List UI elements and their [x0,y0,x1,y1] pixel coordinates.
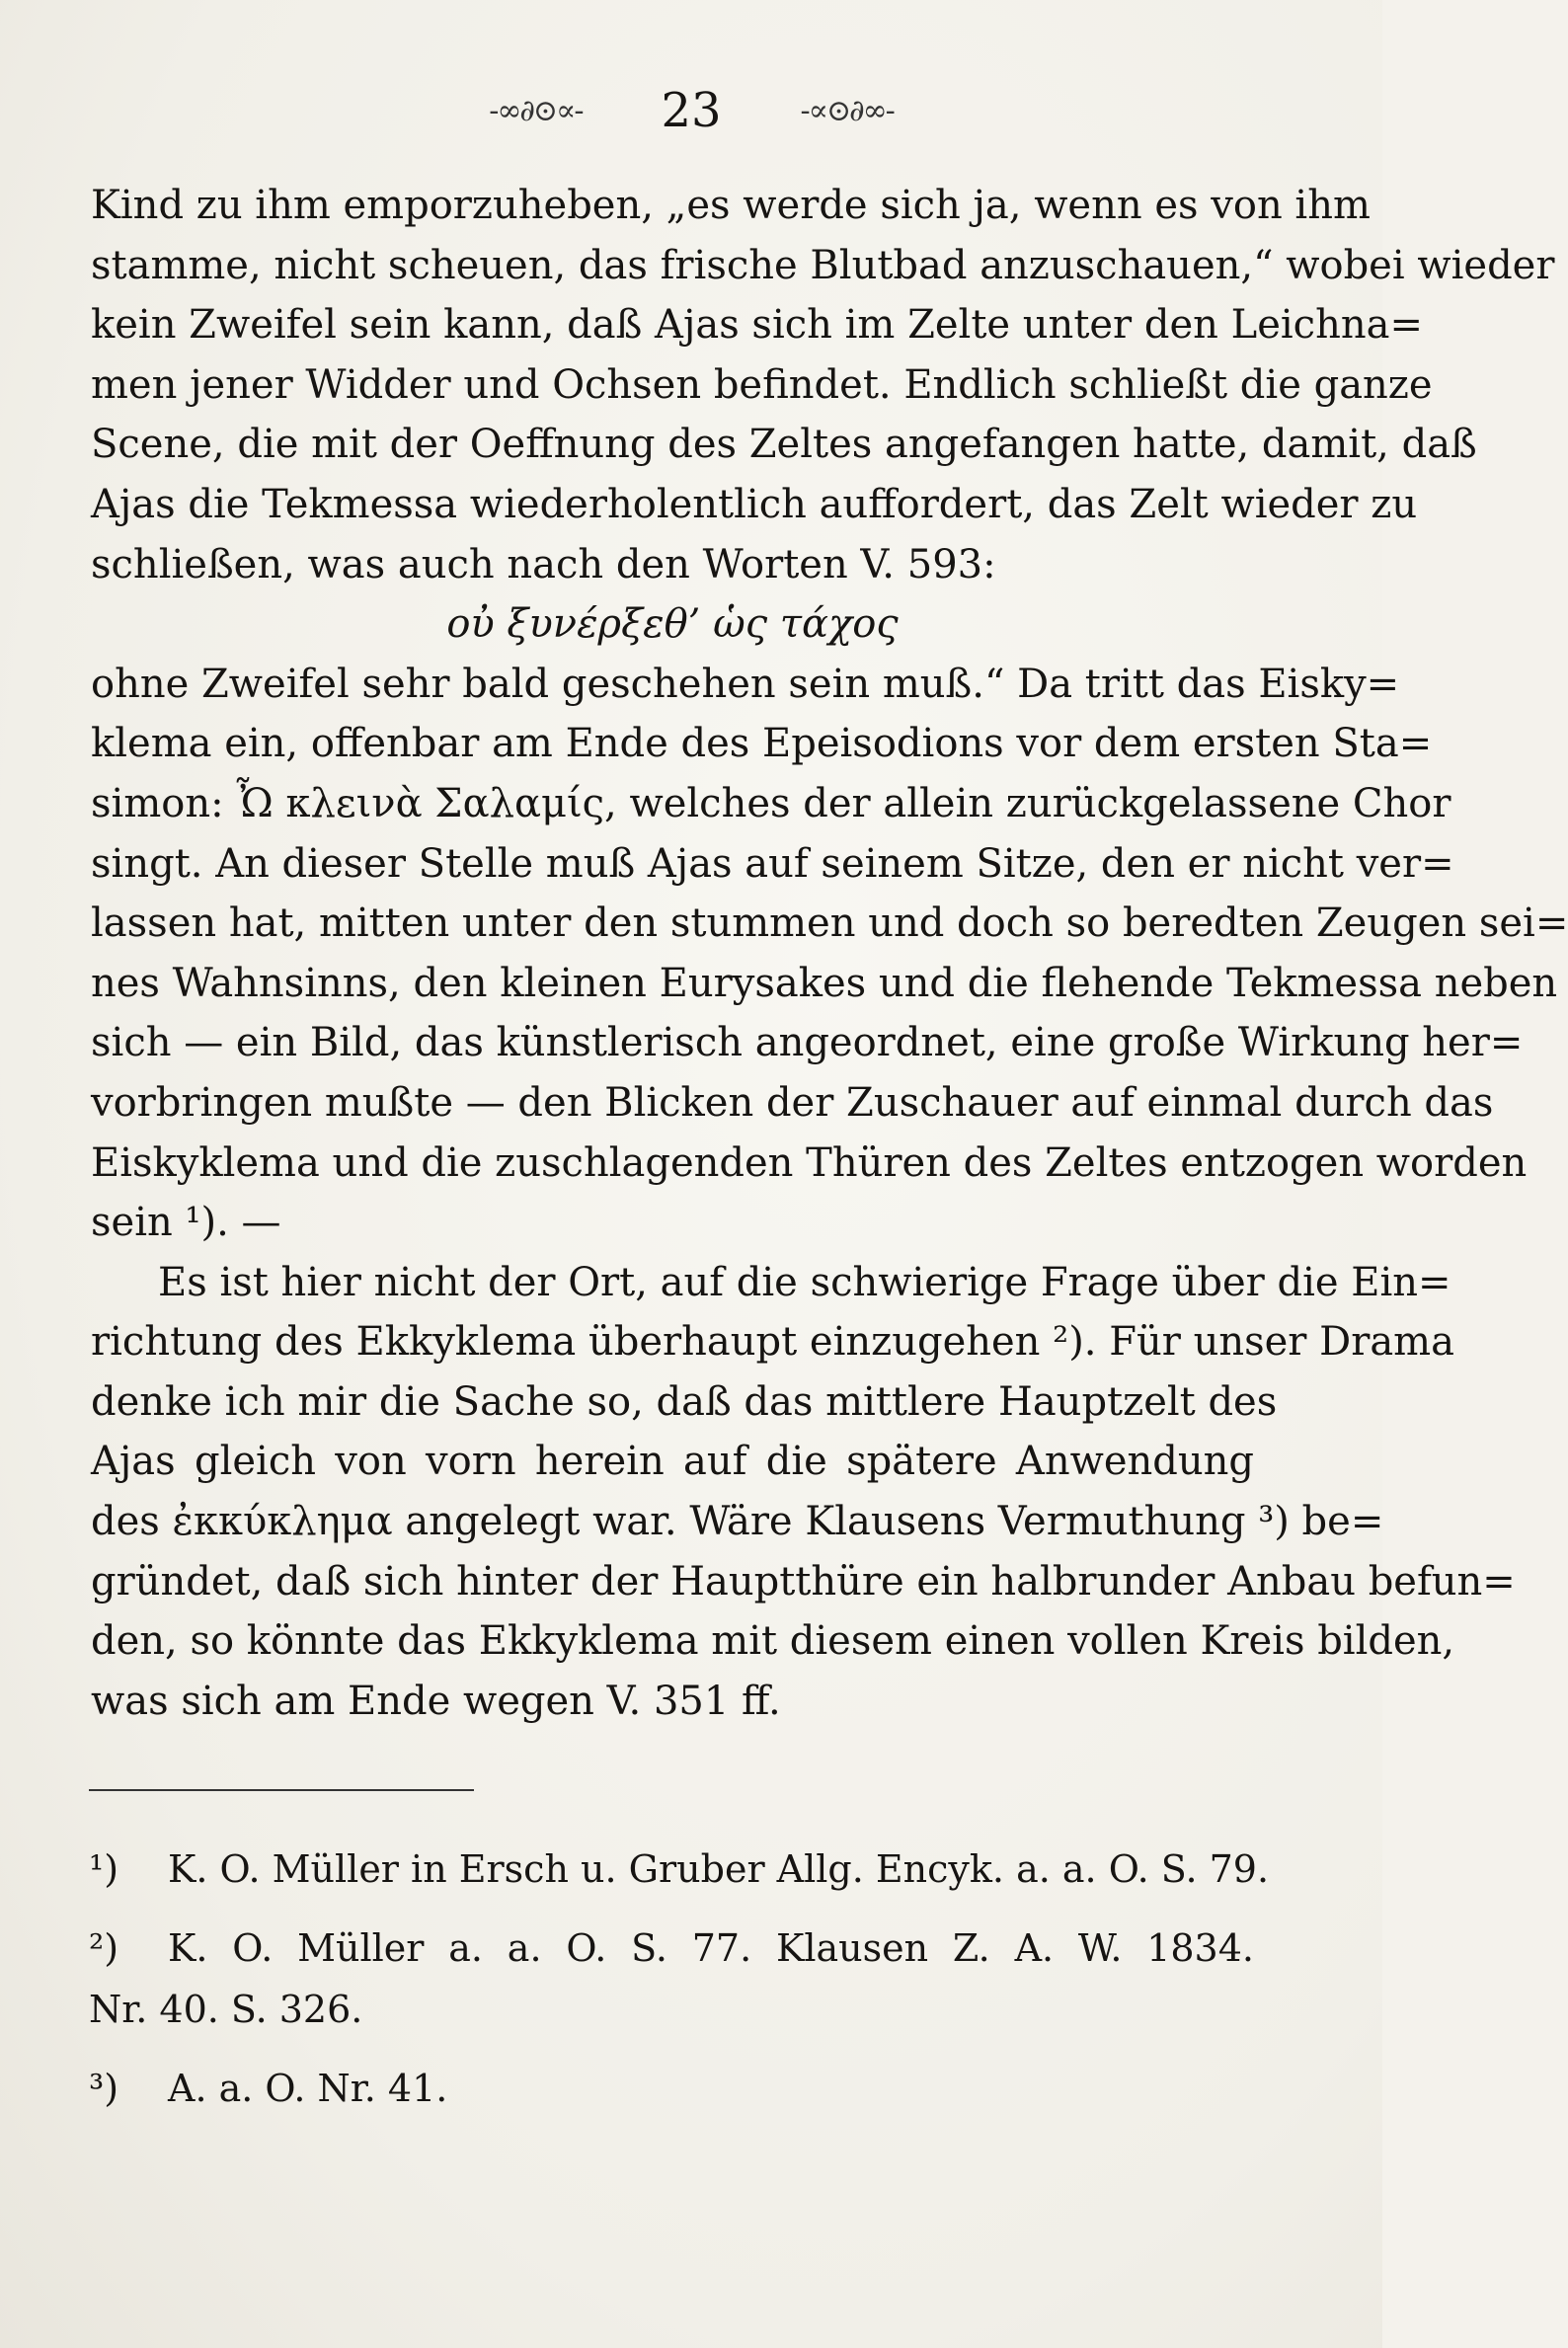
footnote-line: Nr. 40. S. 326. [89,1988,363,2031]
footnote-marker: ²) [89,1926,119,1970]
text-line: Ajas die Tekmessa wiederholentlich auffordert, das Zelt wieder zu [91,481,1418,527]
text-line: klema ein, offenbar am Ende des Epeisodions vor dem ersten Sta= [91,721,1433,767]
ornament-left: -∞∂⊙∝- [489,93,583,128]
text-line: Eiskyklema und die zuschlagenden Thüren des Zeltes entzogen worden [91,1139,1528,1186]
text-line: Scene, die mit der Oeffnung des Zeltes angefangen hatte, damit, daß [91,422,1477,468]
footnote-2 [89,1918,1254,2040]
page-number: 23 [661,83,722,138]
page-header [0,83,1382,138]
footnote-marker: ³) [89,2067,119,2110]
greek-quotation: οὐ ξυνέρξεθ’ ὡς τάχος [446,601,899,648]
footnote-divider [89,1789,474,1791]
footnotes [89,1839,1270,2119]
text-line: den, so könnte das Ekkyklema mit diesem einen vollen Kreis bilden, [91,1618,1455,1665]
text-line: men jener Widder und Ochsen befindet. Endlich schließt die ganze [91,361,1433,408]
text-line: was sich am Ende wegen V. 351 ff. [91,1678,781,1724]
footnote-text: K. O. Müller a. a. O. S. 77. Klausen Z. A. W. 1834. [168,1926,1254,1970]
text-line: gründet, daß sich hinter der Hauptthüre ein halbrunder Anbau befun= [91,1558,1516,1604]
text-line: Kind zu ihm emporzuheben, „es werde sich ja, wenn es von ihm [91,183,1371,228]
text-line: vorbringen mußte — den Blicken der Zuschauer auf einmal durch das [91,1079,1494,1126]
footnote-text: A. a. O. Nr. 41. [168,2067,448,2110]
footnote-3 [89,2058,1254,2119]
text-line: Ajas gleich von vorn herein auf die spätere Anwendung [91,1439,1254,1485]
text-line: lassen hat, mitten unter den stummen und doch so beredten Zeugen sei= [91,900,1568,947]
text-line: singt. An dieser Stelle muß Ajas auf seinem Sitze, den er nicht ver= [91,840,1454,887]
footnote-line [89,1918,1254,1979]
footnote-line [89,1839,1270,1900]
footnote-1 [89,1839,1270,1900]
footnote-marker: ¹) [89,1847,119,1891]
text-line: schließen, was auch nach den Worten V. 593: [91,541,996,587]
ornament-right: -∝⊙∂∞- [800,93,894,128]
text-line: sich — ein Bild, das künstlerisch angeordnet, eine große Wirkung her= [91,1020,1524,1066]
text-line: sein ¹). — [91,1200,281,1246]
text-line: denke ich mir die Sache so, daß das mittlere Hauptzelt des [91,1378,1278,1425]
text-line: kein Zweifel sein kann, daß Ajas sich im Zelte unter den Leichna= [91,302,1423,349]
text-line: des ἐκκύκλημα angelegt war. Wäre Klausens Vermuthung ³) be= [91,1499,1384,1545]
paragraph-start: Es ist hier nicht der Ort, auf die schwierige Frage über die Ein= [158,1259,1451,1305]
text-line: simon: Ὦ κλεινὰ Σαλαμίς, welches der allein zurückgelassene Chor [91,780,1451,826]
text-line: stamme, nicht scheuen, das frische Blutbad anzuschauen,“ wobei wieder [91,242,1555,288]
text-line: nes Wahnsinns, den kleinen Eurysakes und die flehende Tekmessa neben [91,960,1558,1006]
text-line: ohne Zweifel sehr bald geschehen sein muß.“ Da tritt das Eisky= [91,661,1400,707]
footnote-line [89,2058,1254,2119]
text-line: richtung des Ekkyklema überhaupt einzugehen ²). Für unser Drama [91,1319,1454,1366]
footnote-text: K. O. Müller in Ersch u. Gruber Allg. Encyk. a. a. O. S. 79. [168,1847,1270,1891]
main-text [91,176,1568,1731]
